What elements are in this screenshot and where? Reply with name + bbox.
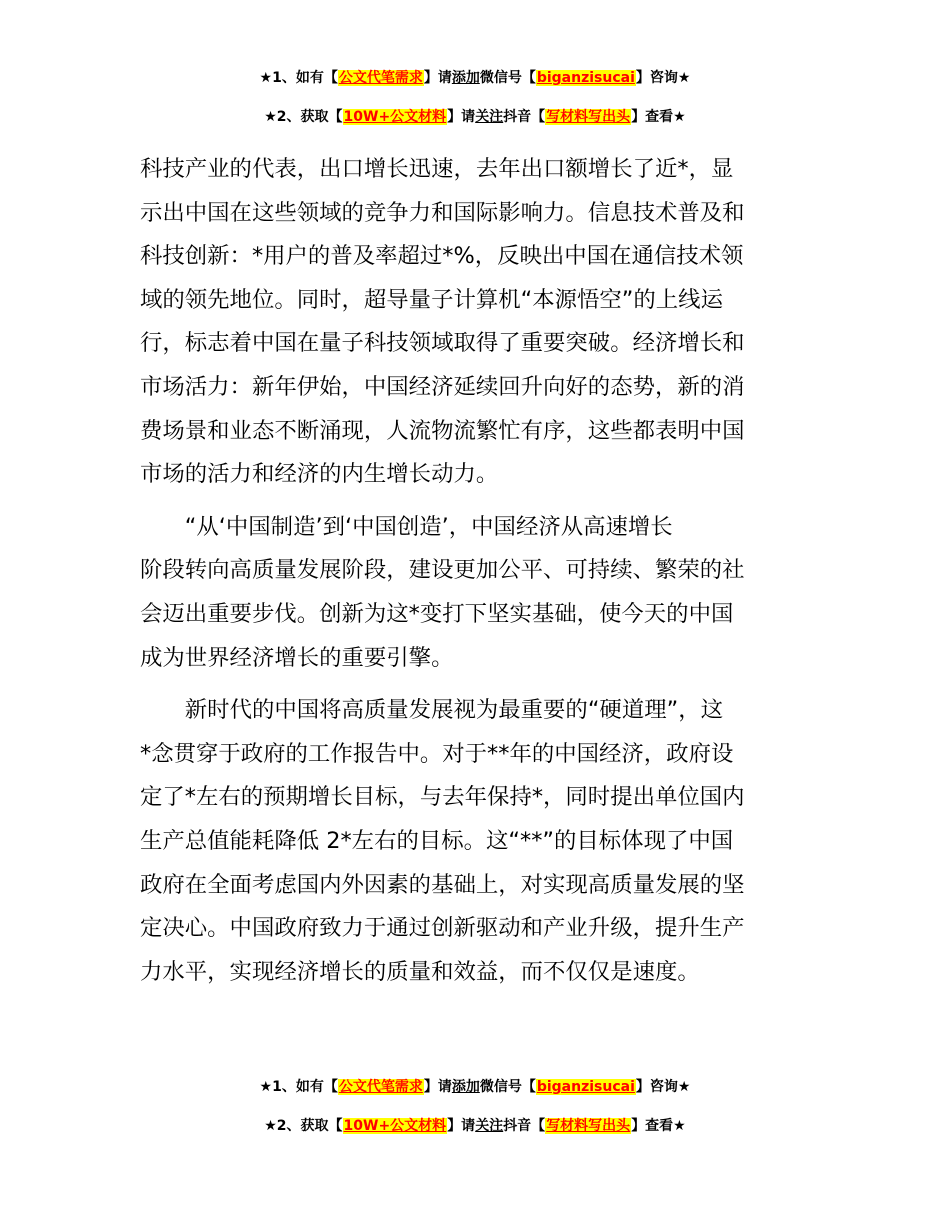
- banner-text: 微信号【: [479, 70, 536, 86]
- text-line: 科技产业的代表，出口增长迅速，去年出口额增长了近*，显: [140, 156, 734, 182]
- text-line: 政府在全面考虑国内外因素的基础上，对实现高质量发展的坚: [140, 871, 745, 898]
- text-line: 域的领先地位。同时，超导量子计算机“本源悟空”的上线运: [140, 286, 723, 313]
- highlight-douyin: 写材料写出头: [546, 109, 631, 125]
- banner-emphasis: 添加: [451, 70, 480, 86]
- banner-text: 】查看★: [631, 109, 686, 125]
- highlight-douyin: 写材料写出头: [546, 1118, 631, 1134]
- text-line: 成为世界经济增长的重要引擎。: [140, 644, 454, 671]
- banner-text: ★2、获取【: [264, 109, 343, 125]
- text-line: 市场的活力和经济的内生增长动力。: [140, 461, 499, 488]
- text-line: 阶段转向高质量发展阶段，建设更加公平、可持续、繁荣的社: [140, 557, 745, 584]
- banner-text: 】请: [447, 1118, 476, 1134]
- text-line: “从‘中国制造’到‘中国创造’，中国经济从高速增长: [184, 513, 673, 540]
- banner-text: ★1、如有【: [259, 1079, 338, 1095]
- highlight-service: 公文代笔需求: [338, 70, 423, 86]
- banner-text: 抖音【: [503, 109, 546, 125]
- banner-text: 】请: [423, 1079, 452, 1095]
- banner-text: 微信号【: [479, 1079, 536, 1095]
- text-line: 会迈出重要步伐。创新为这*变打下坚实基础，使今天的中国: [140, 600, 734, 627]
- banner-emphasis: 添加: [451, 1079, 480, 1095]
- document-body: [140, 148, 812, 994]
- banner-text: 抖音【: [503, 1118, 546, 1134]
- banner-emphasis: 关注: [475, 109, 504, 125]
- text-line: *念贯穿于政府的工作报告中。对于**年的中国经济，政府设: [140, 740, 734, 767]
- highlight-service: 公文代笔需求: [338, 1079, 423, 1095]
- paragraph-3: [140, 689, 812, 994]
- banner-text: 】查看★: [631, 1118, 686, 1134]
- highlight-materials: 10W+公文材料: [343, 1118, 447, 1134]
- banner-emphasis: 关注: [475, 1118, 504, 1134]
- banner-text: ★1、如有【: [259, 70, 338, 86]
- highlight-wechat-id: biganzisucai: [536, 1079, 635, 1095]
- text-line: 力水平，实现经济增长的质量和效益，而不仅仅是速度。: [140, 958, 700, 985]
- highlight-wechat-id: biganzisucai: [536, 70, 635, 86]
- banner-text: ★2、获取【: [264, 1118, 343, 1134]
- text-line: 费场景和业态不断涌现，人流物流繁忙有序，这些都表明中国: [140, 417, 745, 444]
- footer-banner-line2: [0, 1115, 950, 1137]
- highlight-materials: 10W+公文材料: [343, 109, 447, 125]
- text-line: 科技创新：*用户的普及率超过*%，反映出中国在通信技术领: [140, 243, 744, 270]
- banner-text: 】请: [423, 70, 452, 86]
- header-banner-line1: [0, 67, 950, 89]
- text-line: 生产总值能耗降低 2*左右的目标。这“**”的目标体现了中国: [140, 827, 734, 854]
- banner-text: 】请: [447, 109, 476, 125]
- paragraph-2: [140, 506, 812, 680]
- text-line: 示出中国在这些领域的竞争力和国际影响力。信息技术普及和: [140, 199, 745, 226]
- banner-text: 】咨询★: [635, 70, 691, 86]
- text-line: 定了*左右的预期增长目标，与去年保持*，同时提出单位国内: [140, 784, 745, 811]
- banner-text: 】咨询★: [635, 1079, 691, 1095]
- paragraph-1: [140, 148, 812, 497]
- text-line: 市场活力：新年伊始，中国经济延续回升向好的态势，新的消: [140, 373, 745, 400]
- header-banner-line2: [0, 106, 950, 128]
- text-line: 定决心。中国政府致力于通过创新驱动和产业升级，提升生产: [140, 915, 745, 942]
- text-line: 行，标志着中国在量子科技领域取得了重要突破。经济增长和: [140, 330, 745, 357]
- text-line: 新时代的中国将高质量发展视为最重要的“硬道理”，这: [184, 697, 723, 724]
- footer-banner-line1: [0, 1076, 950, 1098]
